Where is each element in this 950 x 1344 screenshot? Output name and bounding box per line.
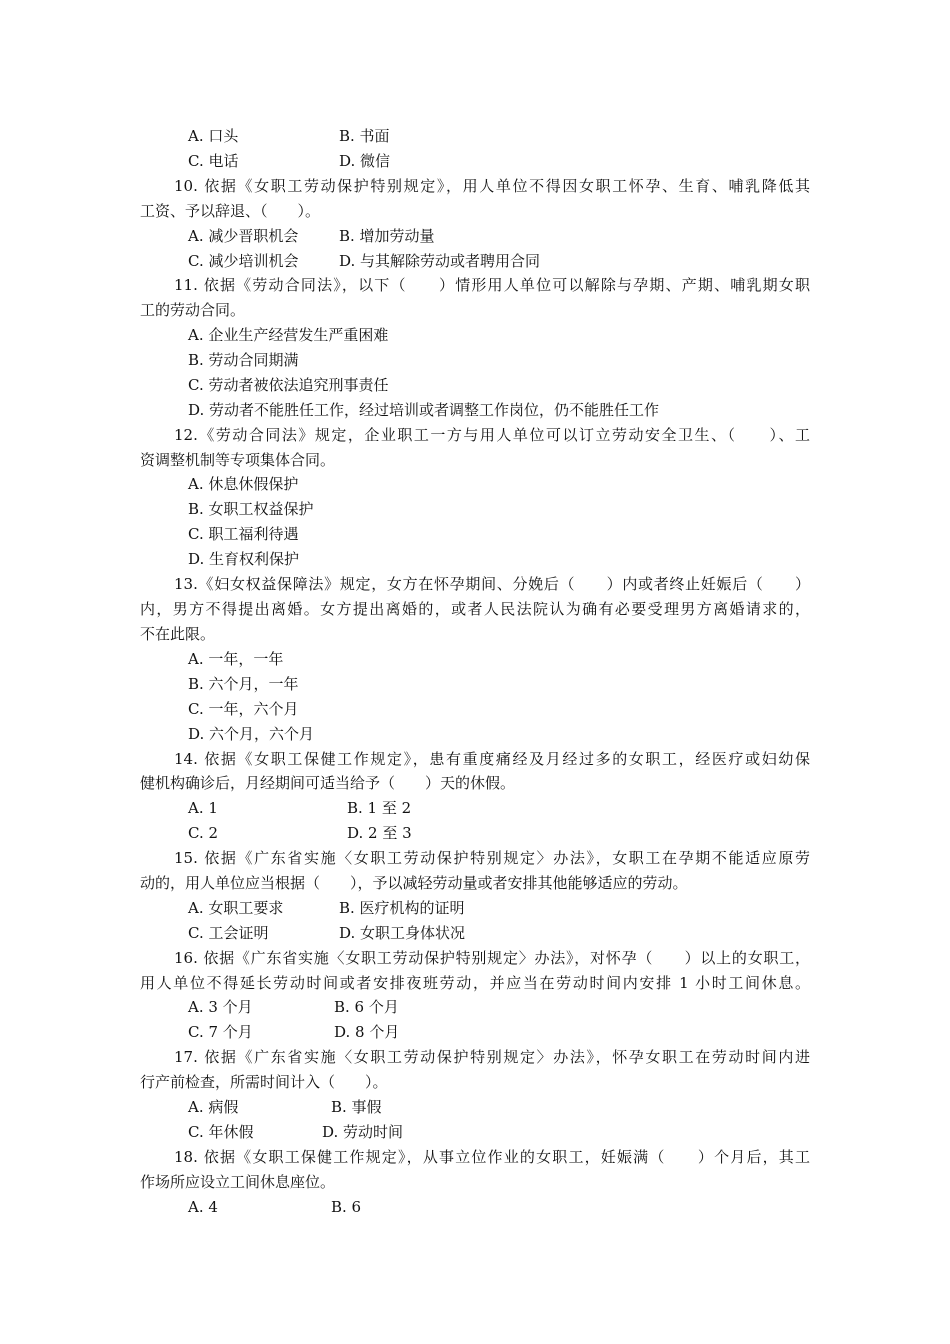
- q18-option-a: A. 4: [188, 1198, 218, 1216]
- q11-stem-line-1: 11. 依据《劳动合同法》，以下（ ）情形用人单位可以解除与孕期、产期、哺乳期女职: [174, 276, 810, 294]
- q15-stem-line-2: 动的，用人单位应当根据（ ），予以减轻劳动量或者安排其他能够适应的劳动。: [140, 874, 688, 892]
- q15-option-a: A. 女职工要求: [188, 899, 284, 917]
- q14-stem-line-2: 健机构确诊后，月经期间可适当给予（ ）天的休假。: [140, 774, 516, 792]
- q9-option-b: B. 书面: [339, 127, 390, 145]
- q13-stem-line-1: 13.《妇女权益保障法》规定，女方在怀孕期间、分娩后（ ）内或者终止妊娠后（ ）: [174, 575, 810, 593]
- q17-option-d: D. 劳动时间: [322, 1123, 404, 1141]
- q12-option-d: D. 生育权利保护: [188, 550, 300, 568]
- q10-option-d: D. 与其解除劳动或者聘用合同: [339, 252, 541, 270]
- q9-option-c: C. 电话: [188, 152, 239, 170]
- q17-option-c: C. 年休假: [188, 1123, 254, 1141]
- q13-option-b: B. 六个月，一年: [188, 675, 299, 693]
- q15-option-c: C. 工会证明: [188, 924, 269, 942]
- q16-option-c: C. 7 个月: [188, 1023, 253, 1041]
- q12-option-c: C. 职工福利待遇: [188, 525, 299, 543]
- q9-option-a: A. 口头: [188, 127, 239, 145]
- q14-option-d: D. 2 至 3: [347, 824, 412, 842]
- q10-option-c: C. 减少培训机会: [188, 252, 299, 270]
- q16-stem-line-2: 用人单位不得延长劳动时间或者安排夜班劳动，并应当在劳动时间内安排 1 小时工间休息。: [140, 974, 810, 992]
- q11-option-a: A. 企业生产经营发生严重困难: [188, 326, 389, 344]
- q10-stem-line-2: 工资、予以辞退、（ ）。: [140, 202, 321, 220]
- q16-stem-line-1: 16. 依据《广东省实施〈女职工劳动保护特别规定〉办法》，对怀孕（ ）以上的女职工，: [174, 949, 810, 967]
- q15-stem-line-1: 15. 依据《广东省实施〈女职工劳动保护特别规定〉办法》，女职工在孕期不能适应原劳: [174, 849, 810, 867]
- q12-stem-line-2: 资调整机制等专项集体合同。: [140, 451, 336, 469]
- q16-option-a: A. 3 个月: [188, 998, 253, 1016]
- q10-option-a: A. 减少晋职机会: [188, 227, 299, 245]
- q18-stem-line-1: 18. 依据《女职工保健工作规定》，从事立位作业的女职工，妊娠满（ ）个月后，其工: [174, 1148, 810, 1166]
- q18-option-b: B. 6: [331, 1198, 362, 1216]
- q16-option-b: B. 6 个月: [334, 998, 399, 1016]
- q15-option-d: D. 女职工身体状况: [339, 924, 466, 942]
- q12-stem-line-1: 12.《劳动合同法》规定，企业职工一方与用人单位可以订立劳动安全卫生、（ ）、工: [174, 426, 810, 444]
- q9-option-d: D. 微信: [339, 152, 391, 170]
- q17-stem-line-2: 行产前检查，所需时间计入（ ）。: [140, 1073, 388, 1091]
- q17-stem-line-1: 17. 依据《广东省实施〈女职工劳动保护特别规定〉办法》，怀孕女职工在劳动时间内进: [174, 1048, 810, 1066]
- q14-stem-line-1: 14. 依据《女职工保健工作规定》，患有重度痛经及月经过多的女职工，经医疗或妇幼保: [174, 750, 810, 768]
- q15-option-b: B. 医疗机构的证明: [339, 899, 465, 917]
- q11-option-d: D. 劳动者不能胜任工作，经过培训或者调整工作岗位，仍不能胜任工作: [188, 401, 660, 419]
- q13-option-a: A. 一年，一年: [188, 650, 284, 668]
- q12-option-b: B. 女职工权益保护: [188, 500, 314, 518]
- q10-option-b: B. 增加劳动量: [339, 227, 435, 245]
- q17-option-b: B. 事假: [331, 1098, 382, 1116]
- q14-option-b: B. 1 至 2: [347, 799, 412, 817]
- q14-option-c: C. 2: [188, 824, 219, 842]
- q10-stem-line-1: 10. 依据《女职工劳动保护特别规定》，用人单位不得因女职工怀孕、生育、哺乳降低其: [174, 177, 810, 195]
- q13-stem-line-3: 不在此限。: [140, 625, 216, 643]
- q12-option-a: A. 休息休假保护: [188, 475, 299, 493]
- q13-option-d: D. 六个月，六个月: [188, 725, 315, 743]
- q11-option-c: C. 劳动者被依法追究刑事责任: [188, 376, 389, 394]
- q18-stem-line-2: 作场所应设立工间休息座位。: [140, 1173, 336, 1191]
- q13-option-c: C. 一年，六个月: [188, 700, 299, 718]
- q16-option-d: D. 8 个月: [334, 1023, 400, 1041]
- q13-stem-line-2: 内，男方不得提出离婚。女方提出离婚的，或者人民法院认为确有必要受理男方离婚请求的，: [140, 600, 810, 618]
- q11-stem-line-2: 工的劳动合同。: [140, 301, 246, 319]
- q14-option-a: A. 1: [188, 799, 218, 817]
- q17-option-a: A. 病假: [188, 1098, 239, 1116]
- q11-option-b: B. 劳动合同期满: [188, 351, 299, 369]
